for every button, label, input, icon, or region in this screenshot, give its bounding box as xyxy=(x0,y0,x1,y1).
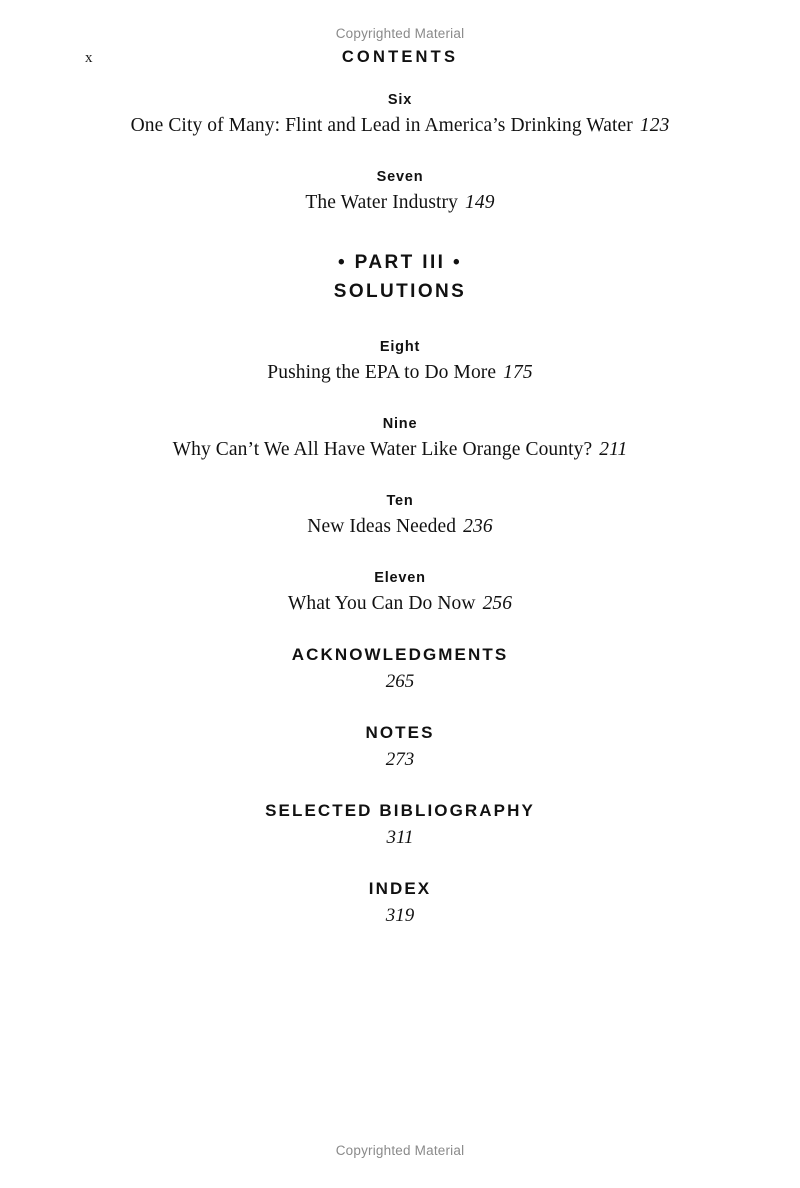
part-label: • PART III • xyxy=(337,252,463,273)
chapter-number: Ten xyxy=(386,493,414,509)
backmatter-page: 311 xyxy=(386,827,414,848)
toc-entry xyxy=(80,339,720,384)
toc-entry xyxy=(80,92,720,137)
contents-list xyxy=(80,92,720,927)
chapter-number: Eleven xyxy=(374,570,426,586)
chapter-number: Nine xyxy=(382,416,418,432)
copyright-notice-bottom: Copyrighted Material xyxy=(335,1143,465,1158)
backmatter-entry xyxy=(80,879,720,927)
chapter-page: 175 xyxy=(503,362,533,383)
toc-entry xyxy=(80,570,720,615)
backmatter-page: 319 xyxy=(385,905,415,926)
copyright-notice-top: Copyrighted Material xyxy=(335,26,465,41)
part-name: SOLUTIONS xyxy=(333,281,467,302)
chapter-title: New Ideas Needed xyxy=(307,516,457,537)
part-heading xyxy=(80,252,720,303)
chapter-title-row xyxy=(80,593,720,615)
chapter-title-row xyxy=(80,362,720,384)
backmatter-label: SELECTED BIBLIOGRAPHY xyxy=(265,801,535,820)
chapter-title: Why Can’t We All Have Water Like Orange County? xyxy=(172,439,593,460)
toc-entry xyxy=(80,169,720,214)
chapter-number: Six xyxy=(387,92,413,108)
backmatter-page: 265 xyxy=(385,671,415,692)
toc-entry xyxy=(80,416,720,461)
chapter-title-row xyxy=(80,516,720,538)
backmatter-label: INDEX xyxy=(368,879,432,898)
chapter-page: 149 xyxy=(465,192,495,213)
chapter-page: 123 xyxy=(639,115,670,136)
backmatter-label: ACKNOWLEDGMENTS xyxy=(291,645,509,664)
chapter-page: 236 xyxy=(463,516,493,537)
chapter-page: 211 xyxy=(599,439,628,460)
page-folio: x xyxy=(85,50,93,66)
page-title: CONTENTS xyxy=(341,48,459,66)
backmatter-entry xyxy=(80,723,720,771)
backmatter-label: NOTES xyxy=(365,723,435,742)
chapter-number: Seven xyxy=(376,169,424,185)
toc-entry xyxy=(80,493,720,538)
chapter-title-row xyxy=(80,115,720,137)
backmatter-entry xyxy=(80,645,720,693)
chapter-number: Eight xyxy=(379,339,421,355)
chapter-page: 256 xyxy=(482,593,513,614)
chapter-title: Pushing the EPA to Do More xyxy=(267,362,497,383)
chapter-title-row xyxy=(80,439,720,461)
backmatter-page: 273 xyxy=(385,749,415,770)
backmatter-entry xyxy=(80,801,720,849)
chapter-title: One City of Many: Flint and Lead in America’s Drinking Water xyxy=(130,115,633,136)
chapter-title: The Water Industry xyxy=(305,192,458,213)
chapter-title: What You Can Do Now xyxy=(287,593,476,614)
chapter-title-row xyxy=(80,192,720,214)
